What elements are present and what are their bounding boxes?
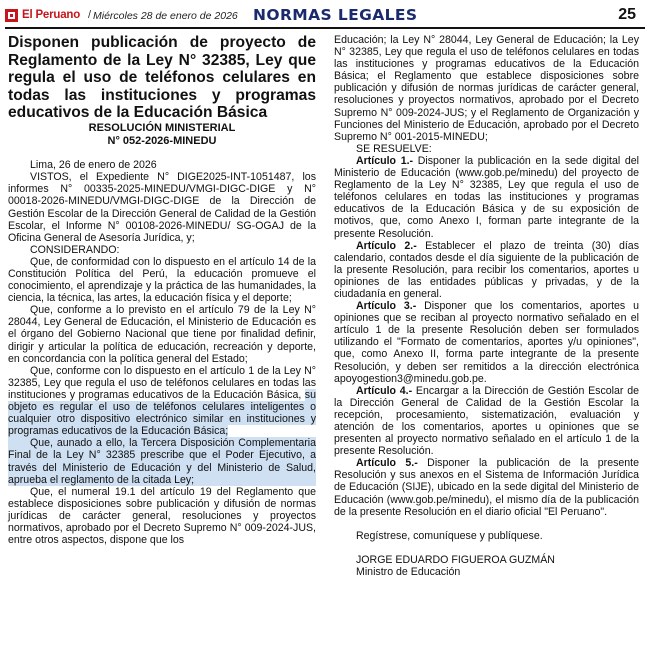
closing-formula: Regístrese, comuníquese y publíquese.	[356, 529, 543, 542]
signer-role: Ministro de Educación	[356, 565, 461, 578]
signer-name: JORGE EDUARDO FIGUEROA GUZMÁN	[356, 553, 555, 566]
article-5-body: Disponer la publicación de la presente Resolución y sus anexos en el Sistema de Información Jurídica de Educación (SIJE), ubicado en la sede digital del Ministerio de Educación (www.gob.pe/minedu), el mismo día de la publicación de la presente Resolución en el diario oficial "El Peruano".	[334, 457, 640, 518]
article-1-body: Disponer la publicación en la sede digital del Ministerio de Educación (www.gob.pe/minedu) del proyecto de Reglamento de la Ley N° 32385, Ley que regula el uso de teléfonos celulares en todas las instituciones y programas educativos de la Educación Básica y de su exposición de motivos, que, como Anexo I, forman parte integrante de la presente Resolución.	[334, 154, 640, 240]
legal-basis-paragraph: Educación; la Ley N° 28044, Ley General de Educación; la Ley N° 32385, Ley que regula el uso de teléfonos celulares en todas las instituciones y programas educativos de la Educación Básica; el Reglamento que establece disposiciones sobre publicación y difusión de normas jurídicas de carácter general, resoluciones y proyectos normativos, aprobado por el Decreto Supremo N° 009-2024-JUS; y el Reglamento de Organización y Funciones del Ministerio de Educación, aprobado por el Decreto Supremo N° 001-2015-MINEDU;	[334, 34, 639, 143]
considerando-paragraph-4-highlighted: Que, aunado a ello, la Tercera Disposición Complementaria Final de la Ley N° 32385 prescribe que el Poder Ejecutivo, a través del Ministerio de Educación y del Ministerio de Salud, aprueba el reglamento de la citada Ley;	[8, 437, 316, 486]
page-header	[0, 0, 650, 30]
brand-name: El Peruano	[22, 9, 81, 21]
section-title: NORMAS LEGALES	[253, 6, 418, 24]
article-3-heading: Artículo 3.-	[356, 300, 417, 313]
article-3	[334, 300, 639, 385]
header-rule	[5, 27, 645, 29]
considerando-paragraph-1: Que, de conformidad con lo dispuesto en el artículo 14 de la Constitución Política del Perú, la educación promueve el conocimiento, el aprendizaje y la práctica de las humanidades, la ciencia, la técnica, las artes, la educación física y el deporte;	[8, 255, 316, 305]
el-peruano-logo-icon	[5, 9, 18, 22]
highlighted-text: su objeto es regular el uso de teléfonos celulares inteligentes o cualquier otro dispositivo electrónico similar en instituciones y programas educativos de la Educación Básica;	[8, 388, 316, 438]
considerando-paragraph-5: Que, el numeral 19.1 del artículo 19 del Reglamento que establece disposiciones sobre publicación y difusión de normas jurídicas de carácter general, resoluciones y proyectos normativos, aprobado por el Decreto Supremo N° 009-2024-JUS, entre otros aspectos, dispone que los	[8, 485, 316, 547]
considerando-paragraph-3	[8, 365, 316, 438]
paragraph-3-text: Que, conforme con lo dispuesto en el artículo 1 de la Ley N° 32385, Ley que regula el uso de teléfonos celulares en todas las instituciones y programas educativos de la Educación Básica,	[8, 364, 316, 401]
spacer	[334, 518, 639, 530]
right-column	[334, 34, 639, 578]
article-1-heading: Artículo 1.-	[356, 154, 414, 167]
article-2-body: Establecer el plazo de treinta (30) días calendario, contados desde el día siguiente de la publicación de la presente Resolución, para recibir los comentarios, aportes u opiniones de las entidades públicas y privadas, y de la ciudadanía en general.	[334, 239, 639, 300]
resolution-number: N° 052-2026-MINEDU	[107, 134, 217, 147]
article-title: Disponen publicación de proyecto de Reglamento de la Ley N° 32385, Ley que regula el uso de teléfonos celulares en todas las instituciones y programas educativos de la Educación Básica	[8, 34, 316, 122]
article-2	[334, 240, 639, 300]
se-resuelve-heading: SE RESUELVE:	[356, 142, 432, 155]
article-1	[334, 155, 639, 240]
article-5-heading: Artículo 5.-	[356, 457, 418, 470]
considerando-paragraph-2: Que, conforme a lo previsto en el artículo 79 de la Ley N° 28044, Ley General de Educación, el Ministerio de Educación es el órgano del Gobierno Nacional que tiene por finalidad definir, dirigir y articular la política de educación, recreación y deporte, en concordancia con la política general del Estado;	[8, 304, 316, 365]
article-2-heading: Artículo 2.-	[356, 239, 417, 252]
header-separator: /	[88, 9, 92, 21]
page-number: 25	[618, 6, 636, 23]
article-4	[334, 385, 639, 458]
article-5	[334, 457, 639, 517]
vistos-paragraph: VISTOS, el Expediente N° DIGE2025-INT-1051487, los informes N° 00335-2025-MINEDU/VMGI-DIGC-DIGE y N° 00018-2026-MINEDU/VMGI-DIGC-DIGE de la Dirección de Gestión Escolar de la Dirección General de Calidad de la Gestión Escolar, el Informe N° 00108-2026-MINEDU/ SG-OGAJ de la Oficina General de Asesoría Jurídica, y;	[8, 171, 316, 244]
resolution-type: RESOLUCIÓN MINISTERIAL	[88, 121, 236, 134]
left-column	[8, 34, 316, 546]
issue-date: Miércoles 28 de enero de 2026	[93, 10, 238, 22]
article-4-heading: Artículo 4.-	[356, 384, 413, 397]
article-4-body: Encargar a la Dirección de Gestión Escolar de la Dirección General de Calidad de la Gestión Escolar la recepción, procesamiento, sistematización, evaluación y atención de los comentarios, aportes u opiniones que se presenten al proyecto normativo señalado en el artículo 1 de la presente Resolución.	[334, 384, 639, 458]
article-3-body: Disponer que los comentarios, aportes u opiniones que se reciban al proyecto normativo señalado en el artículo 1 de la presente Resolución deben ser formulados utilizando el "Formato de comentarios, aportes y/u opiniones", que, como Anexo II, forma parte integrante de la presente Resolución, y deben ser remitidos a la dirección electrónica apoyogestion3@minedu.gob.pe.	[334, 300, 639, 385]
spacer	[334, 542, 639, 554]
considerando-heading: CONSIDERANDO:	[30, 243, 120, 256]
place-date: Lima, 26 de enero de 2026	[30, 159, 157, 172]
resolution-heading	[8, 122, 316, 147]
